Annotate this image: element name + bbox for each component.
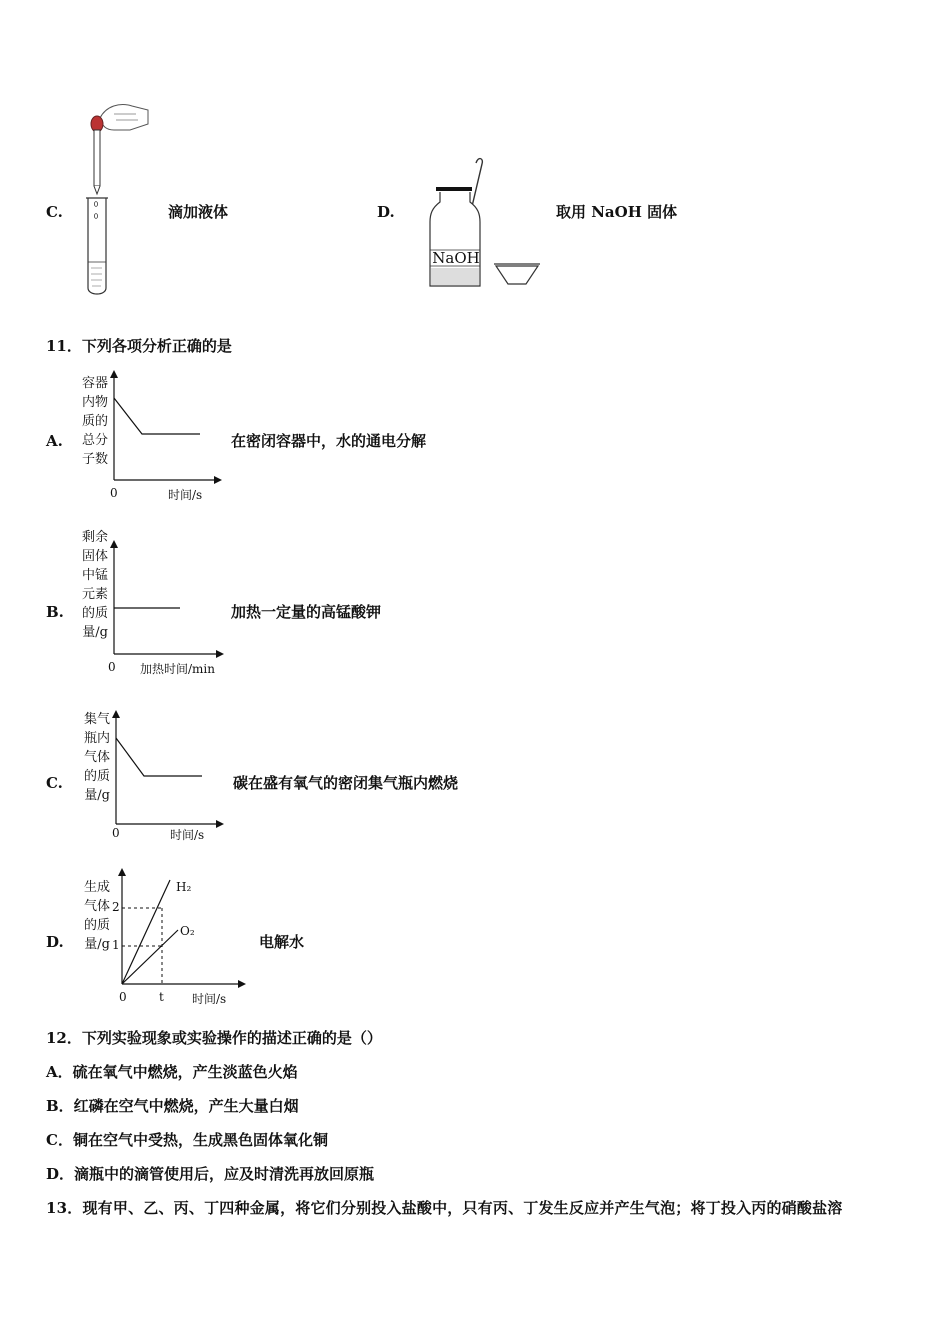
q11-d-tick-2: 2 [112, 900, 120, 914]
q11-option-c-caption: 碳在盛有氧气的密闭集气瓶内燃烧 [233, 774, 459, 792]
q12-option-b: B．红磷在空气中燃烧，产生大量白烟 [46, 1097, 299, 1115]
q11-d-x-axis-label: 时间/s [192, 992, 227, 1006]
q11-d-tick-t: t [159, 990, 164, 1004]
q11-c-y-axis-label: 集气 瓶内 气体 的质 量/g [83, 712, 110, 803]
question-12-title: 12．下列实验现象或实验操作的描述正确的是（） [46, 1029, 382, 1047]
q11-option-b-letter: B. [46, 603, 64, 621]
q11-option-b-caption: 加热一定量的高锰酸钾 [231, 603, 382, 621]
q11-b-origin: 0 [108, 660, 116, 674]
q11-d-origin: 0 [119, 990, 127, 1004]
option-d-letter: D. [377, 203, 395, 221]
question-13-title: 13．现有甲、乙、丙、丁四种金属，将它们分别投入盐酸中，只有丙、丁发生反应并产生气泡；将丁投入丙的硝酸盐溶 [46, 1199, 843, 1217]
option-c-letter: C. [46, 203, 63, 221]
q11-option-d-caption: 电解水 [259, 933, 305, 951]
q11-a-x-axis-label: 时间/s [168, 488, 203, 502]
option-d-caption: 取用 NaOH 固体 [556, 203, 678, 221]
q12-option-a: A．硫在氧气中燃烧，产生淡蓝色火焰 [46, 1063, 298, 1081]
question-11-title: 11．下列各项分析正确的是 [46, 337, 232, 355]
q11-a-y-axis-label: 容器 内物 质的 总分 子数 [81, 376, 108, 467]
q12-option-d: D．滴瓶中的滴管使用后，应及时清洗再放回原瓶 [46, 1165, 375, 1183]
q11-d-series-o2: O₂ [180, 924, 195, 938]
q11-c-x-axis-label: 时间/s [170, 828, 205, 842]
q11-option-a-letter: A. [46, 432, 63, 450]
q11-option-d-letter: D. [46, 933, 64, 951]
q11-option-c-letter: C. [46, 774, 63, 792]
naoh-bottle-illustration [426, 158, 546, 290]
q11-d-tick-1: 1 [112, 938, 120, 952]
naoh-bottle-label: NaOH [432, 249, 480, 267]
q11-a-chart [106, 368, 226, 486]
q11-c-chart [108, 708, 230, 830]
q11-b-y-axis-label: 剩余 固体 中锰 元素 的质 量/g [81, 530, 108, 640]
q11-c-origin: 0 [112, 826, 120, 840]
q11-option-a-caption: 在密闭容器中，水的通电分解 [231, 432, 427, 450]
dropper-test-tube-illustration [80, 100, 152, 300]
option-c-caption: 滴加液体 [168, 203, 229, 221]
q11-a-origin: 0 [110, 486, 118, 500]
q12-option-c: C．铜在空气中受热，生成黑色固体氧化铜 [46, 1131, 328, 1149]
q11-d-series-h2: H₂ [176, 880, 192, 894]
q11-b-chart [106, 538, 226, 660]
q11-b-x-axis-label: 加热时间/min [140, 662, 215, 676]
q11-d-y-axis-label: 生成 气体 的质 量/g [83, 880, 110, 952]
